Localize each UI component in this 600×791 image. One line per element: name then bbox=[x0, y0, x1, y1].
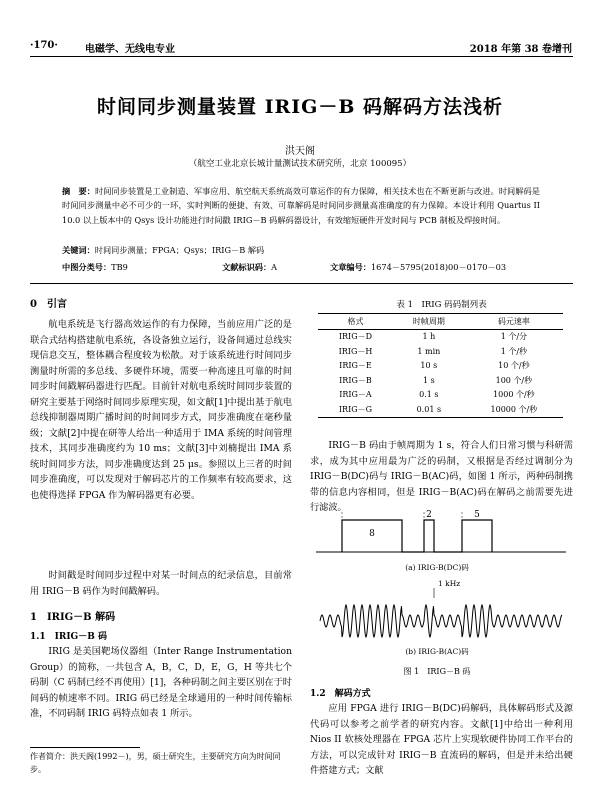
table-row: IRIG－A 0.1 s 1000 个/秒 bbox=[339, 390, 535, 400]
section-1-1-paragraph: IRIG 是美国靶场仪器组（Inter Range Instrumentation Group）的简称，一共包含 A，B，C，D，E，G，H 等共七个码制（C 码制已经不再使用）[1]，各种码制之间主要区别在于时间码的帧速率不同。IRIG 码已经是全球通用的一种时间传输标准，不同码制 IRIG 码特点如表 1 所示。 bbox=[30, 646, 292, 719]
table-row: IRIG－G 0.01 s 10000 个/秒 bbox=[338, 404, 538, 414]
keywords bbox=[62, 245, 540, 256]
table-row: IRIG－B 1 s 100 个/秒 bbox=[339, 375, 533, 385]
dc-pulse-train bbox=[342, 520, 492, 552]
irig-b-paragraph: IRIG－B 码由于帧周期为 1 s，符合人们日常习惯与科研需求，成为其中应用最为广泛的码制，又根据是否经过调制分为 IRIG－B(DC)码与 IRIG－B(AC)码，如图 1 所示，两种码制携带的信息内容相同，但是 IRIG－B(AC)码在解码之前需要先进行滤波。 bbox=[310, 440, 573, 513]
document-code: 文献标识码：A bbox=[222, 262, 278, 272]
author: 洪天阁 bbox=[285, 146, 315, 157]
abstract bbox=[62, 184, 540, 227]
pulse-label-2: 2 bbox=[426, 510, 432, 520]
paper-title: 时间同步测量装置 IRIG－B 码解码方法浅析 bbox=[96, 96, 504, 118]
irig-table-wrapper bbox=[318, 313, 563, 418]
dc-waveform bbox=[316, 510, 566, 552]
intro-paragraph-1: 航电系统是飞行器高效运作的有力保障，当前应用广泛的是联合式结构搭建航电系统，各设备独立运行，设备间通过总线实现信息交互，整体耦合程度较为松散。对于该系统进行时间同步测量时所需的多总线、多硬件环境，需要一种高速且可靠的时间同步时间戳解码器进行匹配。目前针对航电系统时间同步装置的研究主要基于网络时间同步原理实现，如文献[1]中提出基于航电总线抑制器周期广播时间的时间同步方式，同步准确度在毫秒量级；文献[2]中提在研等人给出一种适用于 IMA 系统的时间管理技术，其同步准确度约为 10 ms；文献[3]中刘楠提出 IMA 系统时间同步方法，同步准确度达到 25 μs。参照以上三者的时间同步准确度，可以发现对于解码芯片的工作频率有较高要求，这也使得选择 FPGA 作为解码器更有必要。 bbox=[30, 319, 292, 501]
page-number: ·170· bbox=[30, 40, 58, 51]
clc-number: 中图分类号：TB9 bbox=[62, 262, 128, 272]
table-header-cell: 时帧周期 bbox=[393, 314, 465, 329]
journal-issue: 2018 年第 38 卷增刊 bbox=[469, 44, 572, 55]
footnote-rule bbox=[30, 747, 140, 748]
frequency-label: 1 kHz bbox=[438, 579, 461, 588]
article-number: 文章编号：1674－5795(2018)00－0170－03 bbox=[330, 262, 507, 272]
header-rule bbox=[30, 56, 573, 57]
table-header-cell: 码元速率 bbox=[465, 314, 563, 329]
table-row: IRIG－E 10 s 10 个/秒 bbox=[339, 361, 530, 371]
irig-table bbox=[318, 314, 563, 417]
section-1-1-heading: 1.1 IRIG－B 码 bbox=[30, 632, 107, 642]
abstract-label: 摘 要： bbox=[62, 186, 95, 196]
affiliation: （航空工业北京长城计量测试技术研究所，北京 100095） bbox=[188, 159, 412, 169]
pulse-label-5: 5 bbox=[474, 510, 480, 520]
keywords-label: 关键词： bbox=[62, 245, 95, 255]
section-1-2-paragraph: 应用 FPGA 进行 IRIG－B(DC)码解码，具体解码形式及源代码可以参考之前学者的研究内容。文献[1]中给出一种利用 Nios II 软核处理器在 FPGA 芯片上实现软硬件协同工作平台的方法，可以完成针对 IRIG－B 直流码的解码，但是并未给出硬件搭建方式；文献 bbox=[310, 703, 573, 776]
intro-paragraph-2: 时间戳是时间同步过程中对某一时间点的纪录信息，目前常用 IRIG－B 码作为时间戳解码。 bbox=[30, 570, 292, 597]
section-intro-heading: 0 引言 bbox=[30, 299, 67, 310]
table-header-row bbox=[318, 314, 563, 329]
figure-label-b: (b) IRIG-B(AC)码 bbox=[405, 647, 469, 656]
figure-label-a: (a) IRIG-B(DC)码 bbox=[405, 563, 469, 572]
pulse-label-8: 8 bbox=[369, 529, 375, 539]
section-1-heading: 1 IRIG－B 解码 bbox=[30, 612, 116, 623]
table-row: IRIG－H 1 min 1 个/秒 bbox=[338, 346, 528, 356]
table-row: IRIG－D 1 h 1 个/分 bbox=[338, 332, 528, 342]
keywords-text: 时间同步测量；FPGA；Qsys；IRIG－B 解码 bbox=[94, 245, 265, 255]
figure-caption: 图 1 IRIG－B 码 bbox=[403, 667, 471, 676]
table-caption: 表 1 IRIG 码码制列表 bbox=[396, 300, 487, 310]
figure-1-irig-b-waveforms bbox=[312, 506, 570, 678]
abstract-text: 时间同步装置是工业制造、军事应用、航空航天系统高效可靠运作的有力保障，相关技术也在不断更新与改进。时间解码是时间同步测量中必不可少的一环，实时判断的便捷、有效、可靠解码是时间同步测量高准确度的有力保障。本设计利用 Quartus II 10.0 以上版本中的 Qsys 设计功能进行时间戳 IRIG－B 码解码器设计，有效缩短硬件开发时间与 PCB 制板及焊接时间。 bbox=[62, 186, 540, 225]
abstract-rule bbox=[30, 283, 573, 284]
footnote: 作者简介：洪天阁(1992－)，男，硕士研究生，主要研究方向为时间同步。 bbox=[30, 752, 281, 774]
ac-waveform bbox=[320, 579, 562, 637]
ac-carrier-wave bbox=[320, 605, 562, 637]
section-1-2-heading: 1.2 解码方式 bbox=[310, 689, 371, 699]
table-header-cell: 格式 bbox=[318, 314, 393, 329]
journal-section: 电磁学、无线电专业 bbox=[85, 44, 175, 55]
